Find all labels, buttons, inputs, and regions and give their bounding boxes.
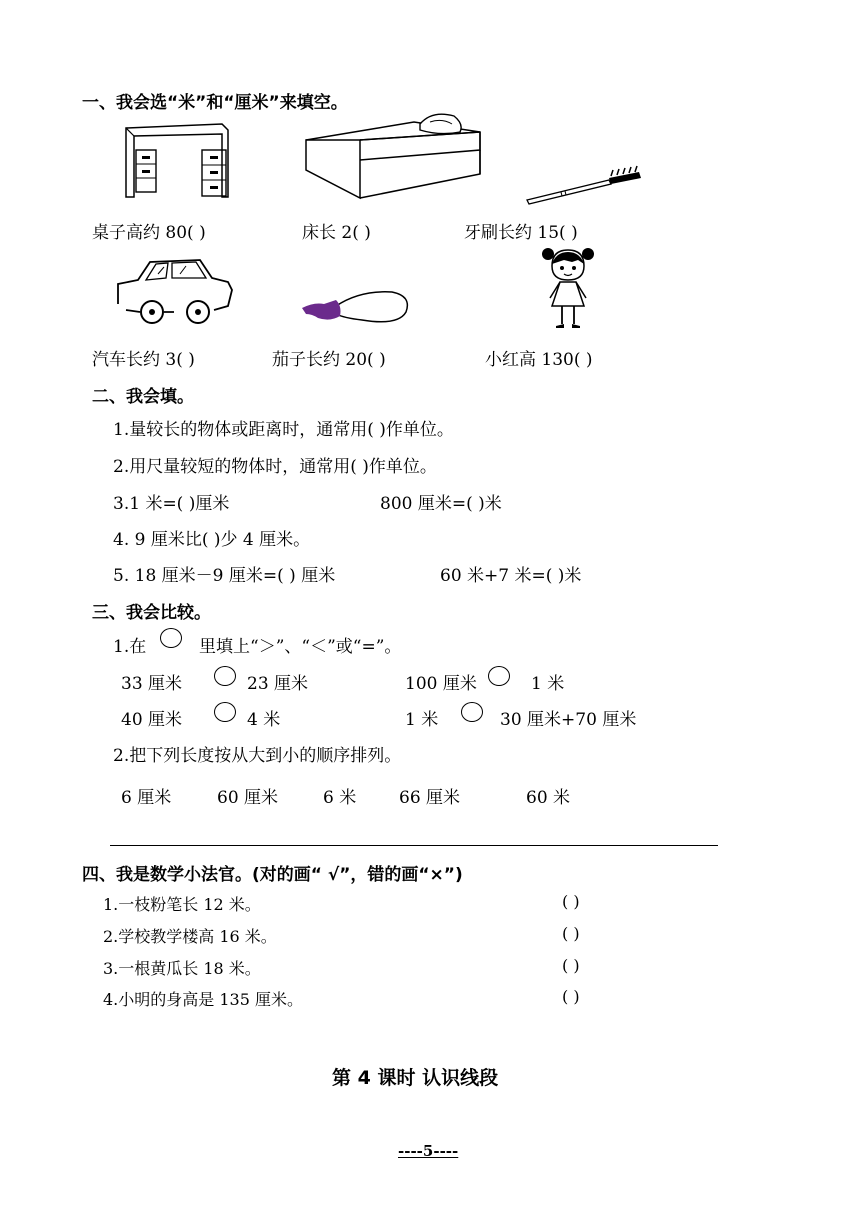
- section4-title: 四、我是数学小法官。(对的画“ √”，错的画“×”): [82, 865, 463, 885]
- fill-question-5a: 5. 18 厘米－9 厘米=( ) 厘米: [113, 566, 336, 586]
- fill-question-1: 1.量较长的物体或距离时，通常用( )作单位。: [113, 420, 454, 440]
- length-item-3: 6 米: [323, 788, 357, 808]
- judge-item-3: 3.一根黄瓜长 18 米。: [103, 959, 261, 978]
- compare-instruction-pre: 1.在: [113, 637, 147, 657]
- judge-item-1: 1.一枝粉笔长 12 米。: [103, 895, 261, 914]
- compare-circle-2[interactable]: [488, 666, 510, 686]
- length-item-1: 6 厘米: [121, 788, 172, 808]
- page-number: ----5----: [398, 1142, 459, 1160]
- compare-circle-1[interactable]: [214, 666, 236, 686]
- compare-left-2: 100 厘米: [405, 674, 477, 694]
- car-icon: [112, 256, 236, 328]
- compare-right-2: 1 米: [531, 674, 565, 694]
- fill-question-2: 2.用尺量较短的物体时，通常用( )作单位。: [113, 457, 437, 477]
- car-length-question: 汽车长约 3( ): [92, 350, 195, 370]
- eggplant-length-question: 茄子长约 20( ): [272, 350, 386, 370]
- xiaohong-height-question: 小红高 130( ): [485, 350, 593, 370]
- compare-right-3: 4 米: [247, 710, 281, 730]
- compare-left-4: 1 米: [405, 710, 439, 730]
- compare-left-1: 33 厘米: [121, 674, 183, 694]
- compare-instruction-post: 里填上“＞”、“＜”或“=”。: [199, 637, 402, 657]
- judge-blank-2[interactable]: ( ): [562, 924, 580, 943]
- fill-question-5b: 60 米+7 米=( )米: [440, 566, 582, 586]
- toothbrush-length-question: 牙刷长约 15( ): [464, 223, 578, 243]
- eggplant-icon: [300, 288, 412, 328]
- desk-height-question: 桌子高约 80( ): [92, 223, 206, 243]
- fill-question-3b: 800 厘米=( )米: [380, 494, 502, 514]
- judge-blank-3[interactable]: ( ): [562, 956, 580, 975]
- section2-title: 二、我会填。: [92, 387, 194, 407]
- order-instruction: 2.把下列长度按从大到小的顺序排列。: [113, 746, 402, 766]
- girl-icon: [540, 246, 596, 330]
- section3-title: 三、我会比较。: [92, 603, 211, 623]
- compare-circle-4[interactable]: [461, 702, 483, 722]
- compare-right-4: 30 厘米+70 厘米: [500, 710, 637, 730]
- length-item-4: 66 厘米: [399, 788, 461, 808]
- bed-icon: [304, 110, 486, 202]
- judge-blank-4[interactable]: ( ): [562, 987, 580, 1006]
- fill-question-4: 4. 9 厘米比( )少 4 厘米。: [113, 530, 311, 550]
- answer-line[interactable]: [110, 845, 718, 846]
- bed-length-question: 床长 2( ): [302, 223, 371, 243]
- section1-title: 一、我会选“米”和“厘米”来填空。: [82, 93, 348, 113]
- compare-left-3: 40 厘米: [121, 710, 183, 730]
- fill-question-3a: 3.1 米=( )厘米: [113, 494, 230, 514]
- desk-icon: [122, 122, 232, 200]
- judge-blank-1[interactable]: ( ): [562, 892, 580, 911]
- judge-item-2: 2.学校教学楼高 16 米。: [103, 927, 277, 946]
- compare-circle-example: [160, 628, 182, 648]
- judge-item-4: 4.小明的身高是 135 厘米。: [103, 990, 303, 1009]
- toothbrush-icon: [525, 166, 645, 206]
- length-item-5: 60 米: [526, 788, 571, 808]
- length-item-2: 60 厘米: [217, 788, 279, 808]
- compare-right-1: 23 厘米: [247, 674, 309, 694]
- lesson-title: 第 4 课时 认识线段: [332, 1067, 499, 1089]
- compare-circle-3[interactable]: [214, 702, 236, 722]
